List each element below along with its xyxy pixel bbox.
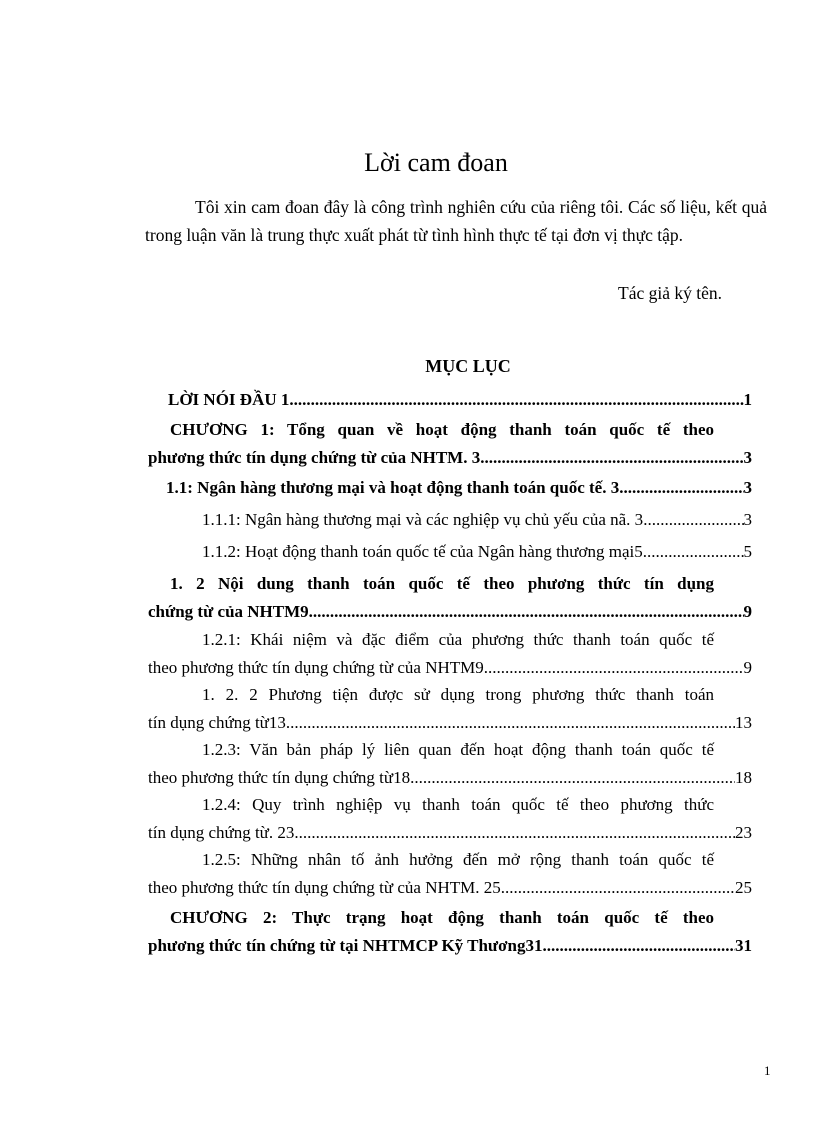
toc-entry-text: theo phương thức tín dụng chứng từ của NHTM. 25 (148, 878, 501, 897)
toc-entry[interactable] (202, 506, 752, 534)
toc-page: 1 (743, 390, 752, 409)
toc-entry[interactable] (148, 681, 752, 737)
toc-line (202, 506, 752, 534)
toc-entry-text: phương thức tín dụng chứng từ của NHTM. 3 (148, 448, 481, 467)
toc-entry-text: 1.1.1: Ngân hàng thương mại và các nghiệp vụ chủ yếu của nã. 3 (202, 510, 644, 529)
toc-entry[interactable] (148, 626, 752, 682)
toc-entry-text: theo phương thức tín dụng chứng từ18 (148, 768, 411, 787)
toc-page: 9 (743, 602, 752, 621)
toc-line-2 (148, 598, 752, 626)
toc-line-1: 1.2.3: Văn bản pháp lý liên quan đến hoạt động thanh toán quốc tế (202, 740, 714, 759)
toc-page: 13 (735, 713, 752, 732)
toc-leader (286, 709, 735, 737)
toc-entry[interactable] (148, 846, 752, 902)
author-signature: Tác giả ký tên. (618, 283, 722, 303)
toc-page: 31 (735, 936, 752, 955)
toc-leader (501, 874, 735, 902)
toc-leader (289, 386, 743, 414)
toc-line-1: 1. 2. 2 Phương tiện được sử dụng trong phương thức thanh toán (202, 685, 714, 704)
toc-page: 23 (735, 823, 752, 842)
toc-line-1: 1.2.5: Những nhân tố ảnh hưởng đến mở rộng thanh toán quốc tế (202, 850, 714, 869)
toc-line (202, 538, 752, 566)
toc-leader (480, 444, 743, 472)
page-number: 1 (764, 1063, 771, 1078)
toc-entry-text: 1.1.2: Hoạt động thanh toán quốc tế của Ngân hàng thương mại5 (202, 542, 643, 561)
toc-line-2 (148, 874, 752, 902)
toc-leader (643, 506, 743, 534)
toc-entry-text: tín dụng chứng từ. 23 (148, 823, 295, 842)
toc-entry[interactable] (168, 386, 752, 414)
toc-leader (410, 764, 735, 792)
page-title: Lời cam đoan (364, 148, 508, 177)
toc-entry-text: theo phương thức tín dụng chứng từ của NHTM9 (148, 658, 484, 677)
pledge-paragraph (145, 193, 767, 249)
toc-page: 18 (735, 768, 752, 787)
toc-entry[interactable] (148, 791, 752, 847)
toc-page: 25 (735, 878, 752, 897)
toc-line-1: CHƯƠNG 1: Tổng quan về hoạt động thanh toán quốc tế theo (170, 420, 714, 439)
toc-title: MỤC LỤC (425, 356, 511, 376)
toc-line-1: 1.2.1: Khái niệm và đặc điểm của phương thức thanh toán quốc tế (202, 630, 714, 649)
toc-entry[interactable] (148, 570, 752, 626)
toc-entry-text: phương thức tín chứng từ tại NHTMCP Kỹ Thương31 (148, 936, 543, 955)
toc-line (168, 386, 752, 414)
toc-leader (643, 538, 744, 566)
toc-entry-text: LỜI NÓI ĐẦU 1 (168, 390, 290, 409)
toc-leader (619, 474, 743, 502)
toc-leader (294, 819, 735, 847)
toc-line-2 (148, 709, 752, 737)
toc-entry[interactable] (148, 736, 752, 792)
toc-page: 3 (743, 448, 752, 467)
toc-entry[interactable] (148, 904, 752, 960)
toc-entry[interactable] (148, 416, 752, 472)
pledge-text: Tôi xin cam đoan đây là công trình nghiên cứu của riêng tôi. Các số liệu, kết quả trong luận văn là trung thực xuất phát từ tình hình thực tế tại đơn vị thực tập. (145, 197, 767, 245)
toc-leader (309, 598, 744, 626)
toc-page: 3 (743, 510, 752, 529)
toc-entry[interactable] (202, 538, 752, 566)
toc-line-2 (148, 819, 752, 847)
toc-line-2 (148, 932, 752, 960)
toc-page: 9 (743, 658, 752, 677)
toc-leader (484, 654, 744, 682)
toc-entry-text: chứng từ của NHTM9 (148, 602, 309, 621)
toc-line (166, 474, 752, 502)
toc-line-1: 1.2.4: Quy trình nghiệp vụ thanh toán quốc tế theo phương thức (202, 795, 714, 814)
toc-line-2 (148, 654, 752, 682)
toc-entry[interactable] (166, 474, 752, 502)
toc-line-1: 1. 2 Nội dung thanh toán quốc tế theo phương thức tín dụng (170, 574, 714, 593)
toc-line-2 (148, 764, 752, 792)
toc-leader (542, 932, 735, 960)
toc-entry-text: 1.1: Ngân hàng thương mại và hoạt động thanh toán quốc tế. 3 (166, 478, 620, 497)
toc-entry-text: tín dụng chứng từ13 (148, 713, 286, 732)
toc-line-1: CHƯƠNG 2: Thực trạng hoạt động thanh toán quốc tế theo (170, 908, 714, 927)
toc-page: 3 (743, 478, 752, 497)
toc-line-2 (148, 444, 752, 472)
toc-page: 5 (743, 542, 752, 561)
